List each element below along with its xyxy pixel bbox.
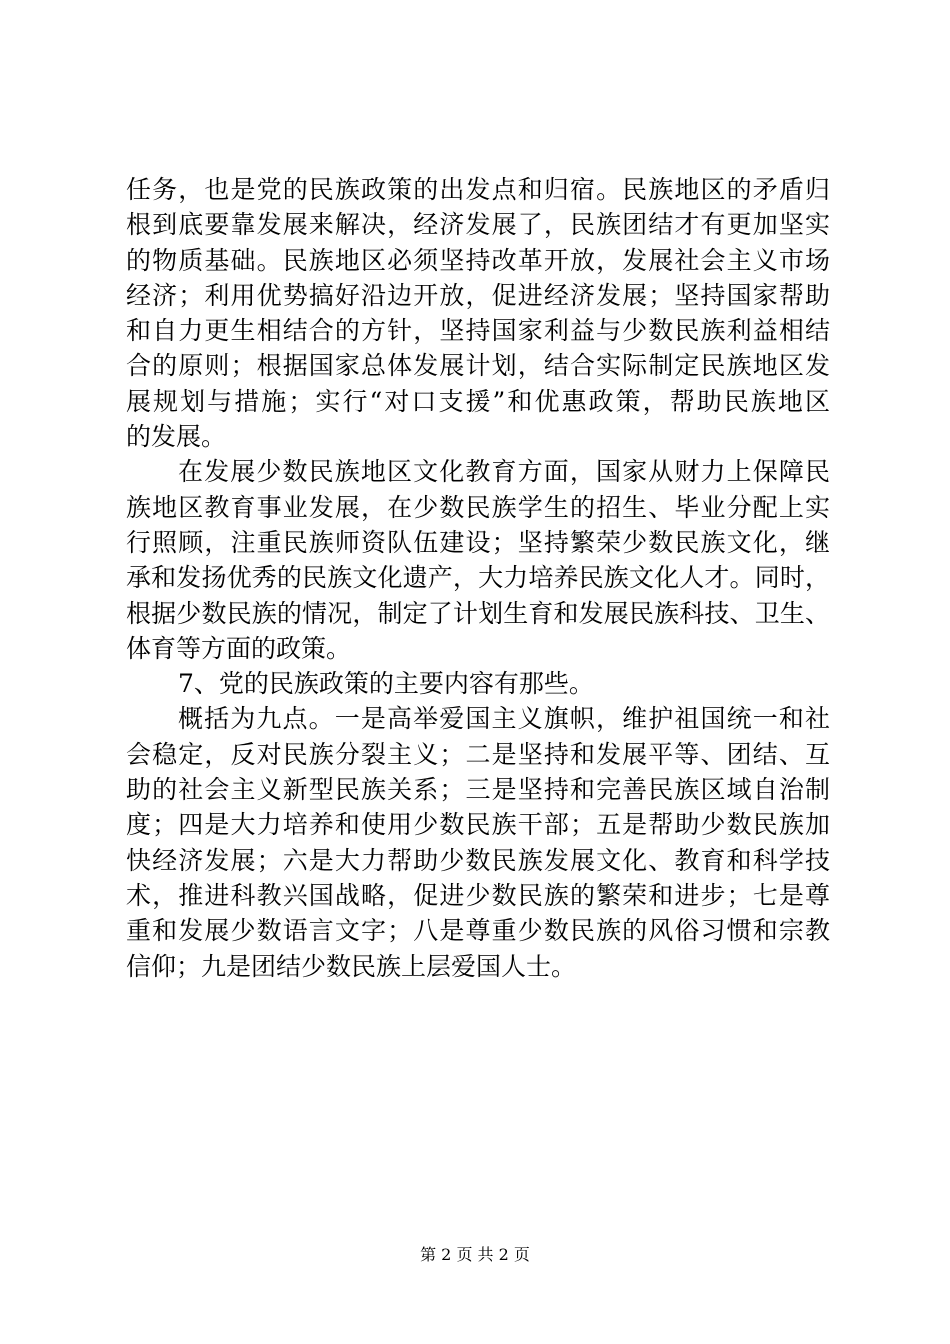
text-line: 重和发展少数语言文字；八是尊重少数民族的风俗习惯和宗教 (126, 916, 830, 946)
text-line: 的物质基础。民族地区必须坚持改革开放，发展社会主义市场 (126, 245, 830, 275)
text-line: 术，推进科教兴国战略，促进少数民族的繁荣和进步；七是尊 (126, 880, 830, 910)
text-line: 展规划与措施；实行“对口支援”和优惠政策，帮助民族地区 (126, 386, 830, 416)
text-line: 根据少数民族的情况，制定了计划生育和发展民族科技、卫生、 (126, 598, 830, 628)
text-line: 在发展少数民族地区文化教育方面，国家从财力上保障民 (178, 457, 830, 487)
text-line: 和自力更生相结合的方针，坚持国家利益与少数民族利益相结 (126, 316, 830, 346)
text-line: 体育等方面的政策。 (126, 633, 352, 663)
text-line: 会稳定，反对民族分裂主义；二是坚持和发展平等、团结、互 (126, 739, 830, 769)
text-line: 承和发扬优秀的民族文化遗产，大力培养民族文化人才。同时， (126, 563, 830, 593)
text-line: 助的社会主义新型民族关系；三是坚持和完善民族区域自治制 (126, 775, 830, 805)
text-line: 信仰；九是团结少数民族上层爱国人士。 (126, 951, 577, 981)
text-line: 快经济发展；六是大力帮助少数民族发展文化、教育和科学技 (126, 845, 830, 875)
text-line: 合的原则；根据国家总体发展计划，结合实际制定民族地区发 (126, 351, 830, 381)
text-line: 行照顾，注重民族师资队伍建设；坚持繁荣少数民族文化，继 (126, 527, 830, 557)
text-line: 的发展。 (126, 422, 227, 452)
page-footer: 第 2 页 共 2 页 (420, 1245, 530, 1264)
document-body (126, 172, 830, 984)
text-line: 根到底要靠发展来解决，经济发展了，民族团结才有更加坚实 (126, 210, 830, 240)
text-line: 任务，也是党的民族政策的出发点和归宿。民族地区的矛盾归 (126, 175, 830, 204)
text-line: 经济；利用优势搞好沿边开放，促进经济发展；坚持国家帮助 (126, 280, 830, 310)
text-line: 概括为九点。一是高举爱国主义旗帜，维护祖国统一和社 (178, 704, 830, 734)
text-line: 族地区教育事业发展，在少数民族学生的招生、毕业分配上实 (126, 492, 830, 522)
text-line: 度；四是大力培养和使用少数民族干部；五是帮助少数民族加 (126, 810, 830, 840)
text-line: 7、党的民族政策的主要内容有那些。 (178, 669, 594, 699)
